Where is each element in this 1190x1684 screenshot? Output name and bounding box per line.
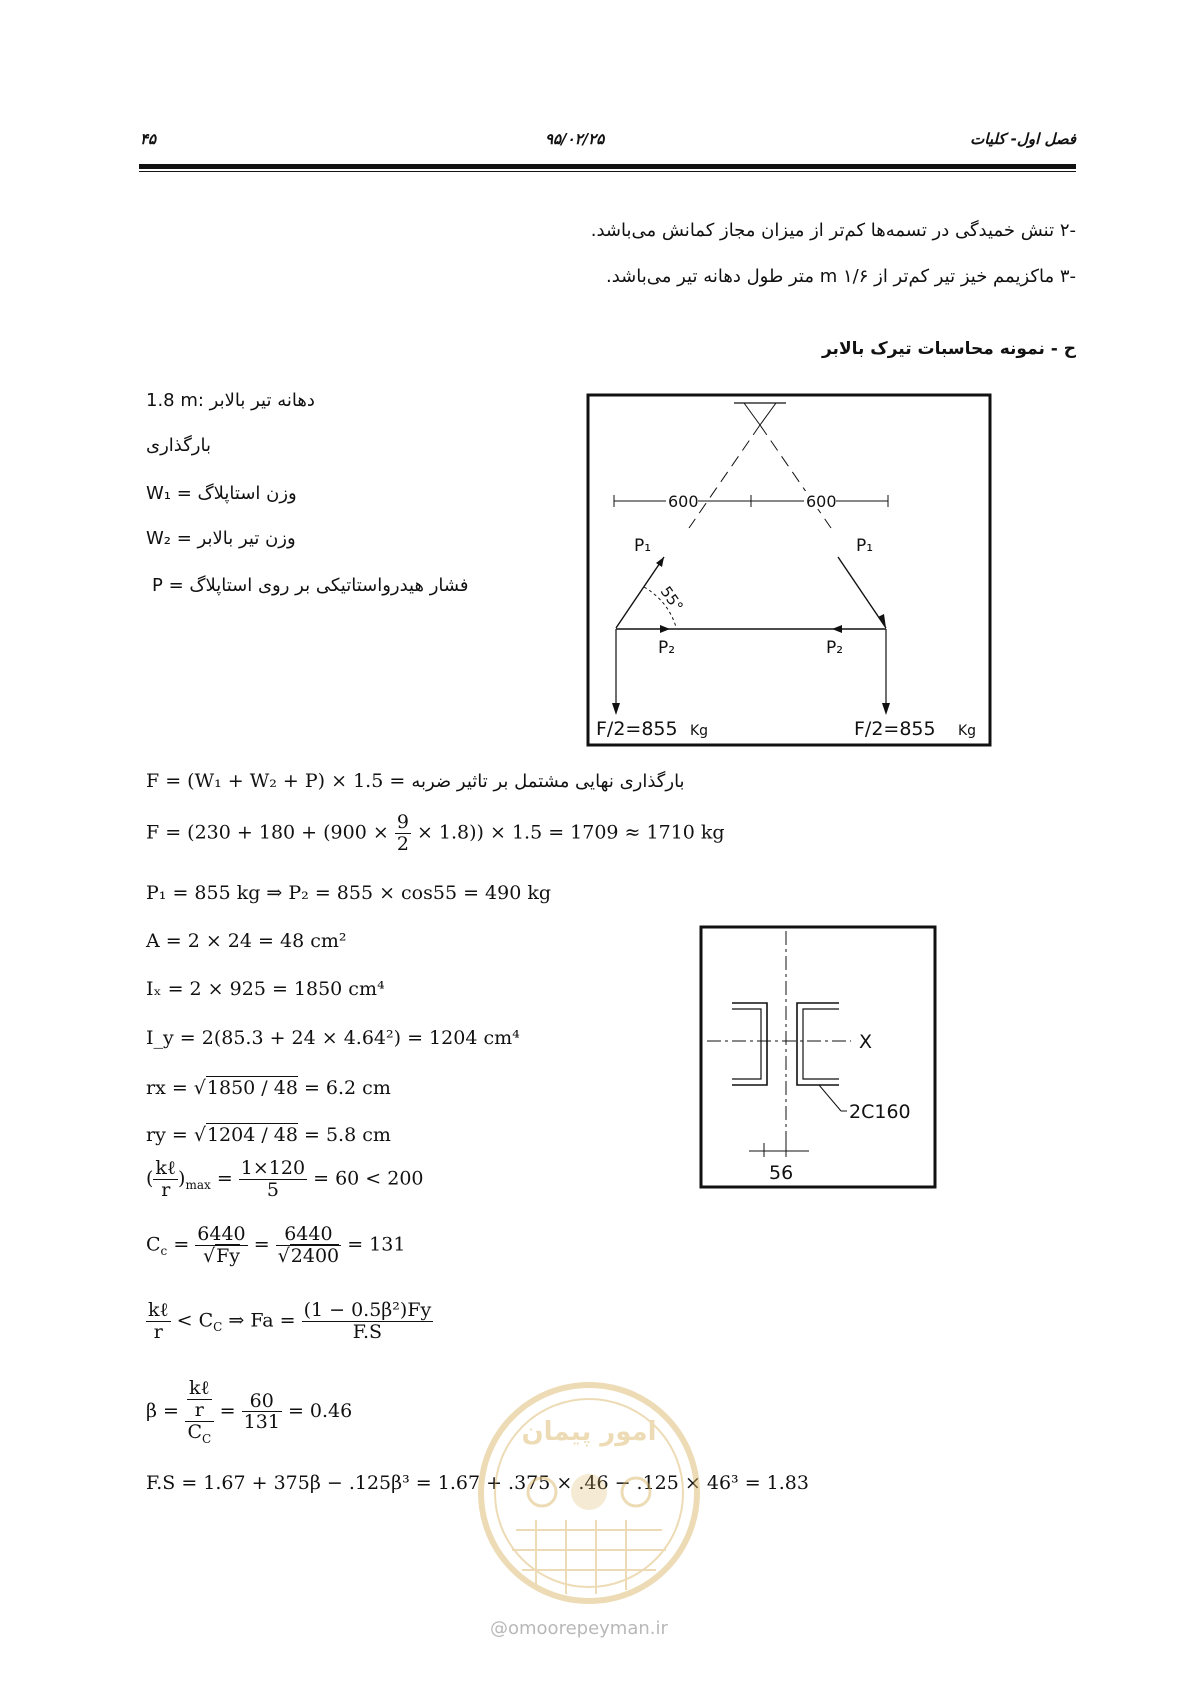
- list-item-3: [606, 266, 1076, 287]
- section-frame: [701, 927, 935, 1187]
- load-left-label: F/2=855: [596, 718, 678, 740]
- load-right-unit: Kg: [958, 723, 977, 739]
- eq-ry: [146, 1124, 391, 1146]
- list-item-2: [591, 220, 1076, 241]
- eq-cc-den2-rad: 2400: [290, 1244, 340, 1267]
- eq-cc-fraction1: [195, 1224, 247, 1267]
- eq-cc-den1-rad: Fy: [216, 1244, 240, 1267]
- arrow-p1-left: [656, 557, 664, 567]
- eq-beta-fraction2: [242, 1391, 282, 1434]
- eq-rx-pre: rx = √: [146, 1077, 206, 1099]
- eq-p: P₁ = 855 kg ⇒ P₂ = 855 × cos55 = 490 kg: [146, 882, 552, 904]
- eq-rx-rad: 1850 / 48: [206, 1077, 298, 1099]
- sling-left-dashed: [689, 425, 760, 528]
- section-title: ح - نمونه محاسبات تیرک بالابر: [821, 339, 1076, 359]
- eq-kl-den2: 5: [266, 1178, 279, 1201]
- list-item-number: -۲: [1059, 220, 1076, 241]
- list-item-text: ماکزیمم خیز تیر کم‌تر از ۱/۶ m متر طول دهانه تیر می‌باشد.: [605, 266, 1055, 287]
- page-number: ۴۵: [140, 130, 157, 148]
- section-label: 2C160: [849, 1101, 911, 1123]
- eq-kl-num2: 1×120: [240, 1157, 306, 1179]
- channel-right-inner: [803, 1009, 839, 1079]
- watermark-logo: [476, 1380, 702, 1606]
- eq-iy: I_y = 2(85.3 + 24 × 4.64²) = 1204 cm⁴: [146, 1027, 520, 1049]
- eq-cc-num1: 6440: [197, 1223, 246, 1245]
- eq-beta-den: C: [187, 1420, 202, 1443]
- x-axis-label: X: [859, 1031, 873, 1053]
- w1-label: W₁ = وزن استاپلاگ: [146, 483, 297, 504]
- eq-beta-den2: 131: [243, 1411, 280, 1434]
- watermark-url: @omoorepeyman.ir: [490, 1618, 668, 1639]
- eq-cc-den2-pre: √: [277, 1244, 290, 1267]
- eq-rx-post: = 6.2 cm: [303, 1077, 391, 1099]
- eq-kl-fraction2: [239, 1158, 307, 1201]
- arrow-load-left: [612, 703, 620, 715]
- eq-beta: β = $\frac{\frac{\text{kℓ}}{r}}{C_C}$ = $\frac{60}{131}$ = 0.46: [146, 1377, 353, 1446]
- eq-load-ltr: F = (W₁ + W₂ + P) × 1.5 =: [146, 770, 406, 792]
- channel-left-outer: [732, 1003, 767, 1085]
- eq-beta-inner-den: r: [194, 1398, 204, 1421]
- eq-load: [146, 770, 685, 792]
- eq-f-post: × 1.8)) × 1.5 = 1709 ≈ 1710 kg: [416, 821, 725, 844]
- eq-kl-num: kℓ: [155, 1157, 177, 1179]
- eq-fa-den1: r: [153, 1320, 163, 1343]
- eq-fa-mid2: ⇒ Fa =: [228, 1309, 296, 1332]
- arrow-p2-left: [660, 625, 670, 633]
- eq-cc-sub: c: [160, 1244, 168, 1259]
- eq-kl-den: r: [161, 1178, 171, 1201]
- section-diagram: [699, 925, 937, 1189]
- arrow-p1-right: [878, 614, 886, 628]
- eq-beta-num2: 60: [242, 1391, 282, 1413]
- date: ۹۵/۰۲/۲۵: [545, 130, 605, 148]
- eq-fa-num1: kℓ: [148, 1299, 169, 1321]
- dim-56-label: 56: [769, 1162, 794, 1184]
- w2-label: W₂ = وزن تیر بالابر: [146, 528, 296, 549]
- eq-cc-post: = 131: [347, 1233, 406, 1256]
- p1-left-label: P₁: [634, 536, 652, 556]
- loading-label: بارگذاری: [146, 435, 211, 456]
- eq-a: A = 2 × 24 = 48 cm²: [146, 930, 347, 952]
- watermark-center-mark: [571, 1474, 607, 1510]
- eq-slenderness: ( $\frac{\text{kℓ}}{r}$ )$_{max}$ = $\frac{1\times 120}{5}$ = 60 < 200: [146, 1157, 424, 1201]
- eq-ry-pre: ry = √: [146, 1124, 206, 1146]
- eq-cc-den1-pre: √: [202, 1244, 216, 1267]
- eq-beta-fraction: [185, 1378, 214, 1446]
- p2-left-label: P₂: [658, 638, 676, 658]
- eq-beta-inner: [187, 1378, 212, 1421]
- eq-beta-den-sub: C: [201, 1431, 212, 1446]
- eq-f-pre: F = (230 + 180 + (900 ×: [146, 821, 389, 844]
- eq-fa-mid: < C: [176, 1309, 214, 1332]
- hook-left-line: [744, 403, 760, 425]
- eq-cc-fraction2: [276, 1224, 341, 1267]
- arrow-load-right: [882, 703, 890, 715]
- eq-f-den: 2: [396, 832, 409, 855]
- eq-rx: [146, 1077, 391, 1099]
- eq-fa-fraction2: [302, 1300, 434, 1343]
- arrow-p2-right: [832, 625, 842, 633]
- sling-right-dashed: [760, 425, 831, 528]
- eq-f: [146, 812, 725, 855]
- eq-kl-sub: max: [185, 1178, 211, 1193]
- eq-fa-fraction1: [146, 1300, 171, 1343]
- eq-fs: F.S = 1.67 + 375β − .125β³ = 1.67 + .375 × .46 − .125 × 46³ = 1.83: [146, 1472, 809, 1494]
- watermark-grid: [512, 1520, 666, 1594]
- eq-kl-post: = 60 < 200: [313, 1167, 424, 1190]
- dimension-label-left: 600: [668, 492, 699, 511]
- load-right-label: F/2=855: [854, 718, 936, 740]
- chapter-title: فصل اول- کلیات: [970, 130, 1076, 148]
- hook-right-line: [760, 403, 776, 425]
- eq-fa-den2: F.S: [352, 1320, 383, 1343]
- p1-right-label: P₁: [856, 536, 874, 556]
- eq-ix: Iₓ = 2 × 925 = 1850 cm⁴: [146, 978, 385, 1000]
- eq-fa-sub: C: [213, 1320, 223, 1335]
- eq-beta-post: = 0.46: [287, 1399, 353, 1422]
- header-rule-thin: [139, 171, 1076, 172]
- eq-fa: [146, 1300, 433, 1343]
- eq-fa-num2: (1 − 0.5β²)Fy: [303, 1299, 432, 1321]
- list-item-number: -۳: [1059, 266, 1076, 287]
- p2-right-label: P₂: [826, 638, 844, 658]
- eq-f-fraction: [395, 812, 411, 855]
- p-label: P = فشار هیدرواستاتیکی بر روی استاپلاگ: [152, 575, 469, 596]
- eq-load-rtl: بارگذاری نهایی مشتمل بر تاثیر ضربه: [411, 771, 685, 792]
- eq-f-num: 9: [396, 811, 409, 833]
- eq-ry-post: = 5.8 cm: [304, 1124, 391, 1146]
- eq-beta-pre: β =: [146, 1399, 179, 1422]
- span-label: 1.8 m: دهانه تیر بالابر: [146, 390, 315, 411]
- force-diagram: [586, 393, 992, 747]
- eq-beta-inner-num: kℓ: [189, 1377, 210, 1399]
- angle-label: 55°: [656, 582, 687, 616]
- section-leader: [819, 1085, 841, 1111]
- diagram-frame: [588, 395, 990, 745]
- list-item-text: تنش خمیدگی در تسمه‌ها کم‌تر از میزان مجاز کمانش می‌باشد.: [590, 220, 1055, 241]
- eq-cc: $C_c$ = $\frac{6440}{√Fy}$ = $\frac{6440}{√2400}$ = 131: [146, 1223, 406, 1267]
- watermark-left-mark: [528, 1478, 556, 1506]
- eq-ry-rad: 1204 / 48: [206, 1124, 298, 1146]
- load-left-unit: Kg: [690, 723, 709, 739]
- eq-cc-pre: C: [146, 1233, 161, 1256]
- eq-kl-fraction: [153, 1158, 178, 1201]
- watermark-logo-text: امور پیمان: [521, 1417, 657, 1447]
- header-rule-thick: [139, 164, 1076, 169]
- watermark-right-mark: [622, 1478, 650, 1506]
- dimension-label-right: 600: [806, 492, 837, 511]
- eq-cc-num2: 6440: [276, 1224, 341, 1246]
- channel-left-inner: [732, 1009, 761, 1079]
